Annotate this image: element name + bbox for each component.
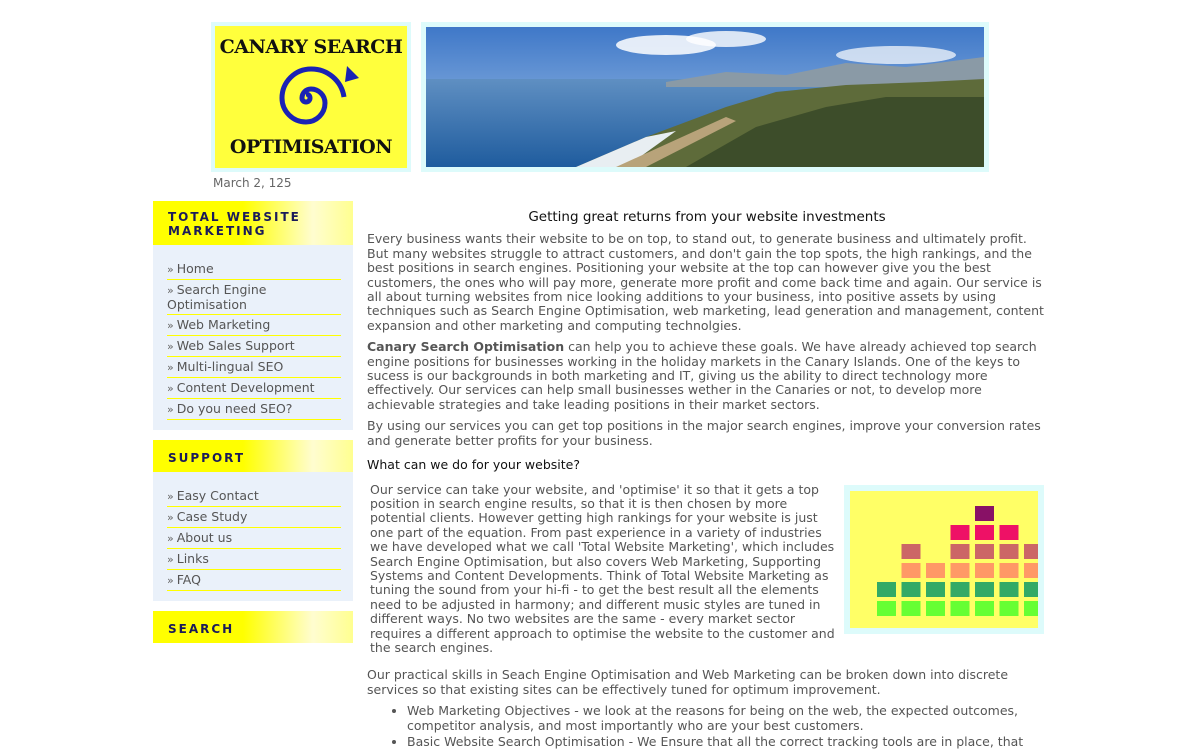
equalizer-block bbox=[951, 544, 970, 559]
sidebar-menu-marketing bbox=[153, 245, 353, 430]
coastline-photo bbox=[426, 27, 984, 167]
page-title: Getting great returns from your website investments bbox=[528, 209, 886, 225]
equalizer-block bbox=[951, 525, 970, 540]
site-logo[interactable] bbox=[211, 22, 411, 172]
arrow-icon: » bbox=[167, 361, 174, 374]
sidebar-item-easy-contact[interactable]: » Easy Contact bbox=[167, 486, 341, 507]
equalizer-block bbox=[902, 544, 921, 559]
equalizer-block bbox=[975, 544, 994, 559]
sidebar-item-search-engine-optimisation[interactable]: » Search Engine Optimisation bbox=[167, 280, 341, 315]
equalizer-graphic bbox=[844, 485, 1044, 634]
arrow-icon: » bbox=[167, 340, 174, 353]
equalizer-block bbox=[975, 506, 994, 521]
arrow-icon: » bbox=[167, 511, 174, 524]
equalizer-block bbox=[951, 582, 970, 597]
sidebar-item-links[interactable]: » Links bbox=[167, 549, 341, 570]
equalizer-block bbox=[1024, 563, 1038, 578]
equalizer-block bbox=[1024, 601, 1038, 616]
equalizer-block bbox=[951, 601, 970, 616]
equalizer-block bbox=[902, 601, 921, 616]
sidebar-item-about-us[interactable]: » About us bbox=[167, 528, 341, 549]
equalizer-block bbox=[902, 582, 921, 597]
equalizer-block bbox=[902, 563, 921, 578]
arrow-icon: » bbox=[167, 319, 174, 332]
equalizer-block bbox=[926, 563, 945, 578]
arrow-icon: » bbox=[167, 490, 174, 503]
equalizer-block bbox=[1000, 563, 1019, 578]
equalizer-block bbox=[877, 582, 896, 597]
equalizer-block bbox=[877, 601, 896, 616]
sidebar-item-case-study[interactable]: » Case Study bbox=[167, 507, 341, 528]
intro-paragraph: Every business wants their website to be on top, to stand out, to generate business and ultimately profit. But many websites struggle to attract customers, and don't gain the top spots, the high rankings, and the best positions in search engines. Positioning your website at the top can however give you the best customers, the ones who will pay more, generate more profit and come back time and again. Our service is all about turning websites from nice looking additions to your business, into positive assets by using techniques such as Search Engine Optimisation, web marketing, lead generation and management, content expansion and other marketing and computing technolgies. bbox=[367, 231, 1044, 333]
equalizer-block bbox=[975, 525, 994, 540]
arrow-icon: » bbox=[167, 553, 174, 566]
sidebar-item-home[interactable]: » Home bbox=[167, 259, 341, 280]
arrow-icon: » bbox=[167, 382, 174, 395]
service-paragraph: Our service can take your website, and 'optimise' it so that it gets a top position in search engine results, so that it is then chosen by more potential clients. However getting high rankings for your website is just one part of the equation. From past experience in a variety of industries we have developed what we call 'Total Website Marketing', which includes Search Engine Optimisation, but also covers Web Marketing, Supporting Systems and Content Developments. Think of Total Website Marketing as tuning the sound from your hi-fi - to get the best result all the elements need to be adjusted in harmony; and different music styles are tuned in different ways. No two websites are the same - every market sector requires a different approach to optimise the website to the customer and the search engines. bbox=[370, 481, 835, 655]
section-heading: What can we do for your website? bbox=[367, 457, 580, 473]
arrow-icon: » bbox=[167, 263, 174, 276]
sidebar-heading-support: SUPPORT bbox=[153, 440, 353, 472]
equalizer-block bbox=[1000, 544, 1019, 559]
equalizer-block bbox=[926, 601, 945, 616]
sidebar bbox=[153, 201, 353, 643]
about-paragraph: Canary Search Optimisation can help you to achieve these goals. We have already achieved top search engine positions for businesses working in the holiday markets in the Canary Islands. One of the keys to sucess is our backgrounds in both marketing and IT, giving us the ability to direct technology more effectively. Our services can help small businesses wether in the Canaries or not, to develop more achievable strategies and take leading positions in their market sectors. bbox=[367, 339, 1037, 412]
equalizer-block bbox=[1024, 544, 1038, 559]
main-content bbox=[367, 210, 1047, 751]
arrow-icon: » bbox=[167, 532, 174, 545]
equalizer-block bbox=[975, 582, 994, 597]
equalizer-block bbox=[975, 601, 994, 616]
sidebar-heading-total-website-marketing: TOTAL WEBSITE MARKETING bbox=[153, 201, 353, 245]
spiral-arrow-icon bbox=[261, 60, 371, 136]
current-date: March 2, 125 bbox=[213, 176, 292, 190]
header-banner bbox=[421, 22, 989, 172]
sidebar-item-web-marketing[interactable]: » Web Marketing bbox=[167, 315, 341, 336]
skills-paragraph: Our practical skills in Seach Engine Optimisation and Web Marketing can be broken down into discrete services so that existing sites can be effectively tuned for optimum improvement. bbox=[367, 667, 1009, 697]
arrow-icon: » bbox=[167, 403, 174, 416]
list-item: • Web Marketing Objectives - we look at the reasons for being on the web, the expected outcomes, competitor analysis, and most importantly who are your best customers. bbox=[407, 704, 1047, 733]
equalizer-block bbox=[1000, 525, 1019, 540]
company-name: Canary Search Optimisation bbox=[367, 339, 565, 355]
equalizer-block bbox=[975, 563, 994, 578]
sidebar-item-content-development[interactable]: » Content Development bbox=[167, 378, 341, 399]
sidebar-item-do-you-need-seo[interactable]: » Do you need SEO? bbox=[167, 399, 341, 420]
arrow-icon: » bbox=[167, 574, 174, 587]
arrow-icon: » bbox=[167, 284, 174, 297]
equalizer-block bbox=[951, 563, 970, 578]
equalizer-bars bbox=[850, 491, 1038, 628]
equalizer-block bbox=[926, 582, 945, 597]
logo-text-top: CANARY SEARCH bbox=[219, 36, 403, 58]
sidebar-menu-support bbox=[153, 472, 353, 601]
services-list bbox=[367, 704, 1047, 749]
sidebar-item-faq[interactable]: » FAQ bbox=[167, 570, 341, 591]
sidebar-item-web-sales-support[interactable]: » Web Sales Support bbox=[167, 336, 341, 357]
benefits-paragraph: By using our services you can get top positions in the major search engines, improve your conversion rates and generate better profits for your business. bbox=[367, 418, 1041, 448]
sidebar-item-multilingual-seo[interactable]: » Multi-lingual SEO bbox=[167, 357, 341, 378]
equalizer-block bbox=[1024, 582, 1038, 597]
list-item: • Basic Website Search Optimisation - We Ensure that all the correct tracking tools are in place, that bbox=[407, 735, 1047, 749]
service-section bbox=[367, 483, 1047, 656]
sidebar-heading-search: SEARCH bbox=[153, 611, 353, 643]
equalizer-block bbox=[1000, 601, 1019, 616]
equalizer-block bbox=[1000, 582, 1019, 597]
logo-text-bottom: OPTIMISATION bbox=[229, 136, 393, 158]
